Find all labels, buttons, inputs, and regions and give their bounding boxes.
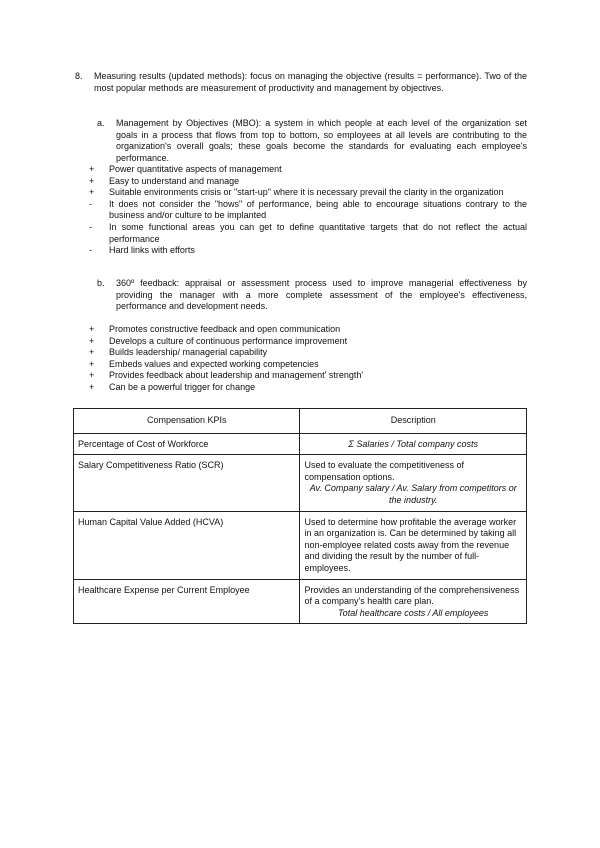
bullet-marker: - [89,245,92,256]
bullet-marker: + [89,347,95,358]
list-item [89,187,527,199]
kpi-cell: Human Capital Value Added (HCVA) [74,511,300,579]
point-text: Hard links with efforts [109,245,195,256]
point-text: Promotes constructive feedback and open communication [109,324,341,334]
subsection-mbo [97,118,527,164]
list-item [89,370,527,382]
table-header-row [74,409,527,434]
formula-text: Σ Salaries / Total company costs [348,438,479,449]
item-text: Measuring results (updated methods): focus on managing the objective (results = performance). Two of the most popular methods are measurement of productivity and management by objectives. [94,71,527,93]
description-text: Provides an understanding of the comprehensiveness of a company's health care plan. [304,584,520,607]
kpi-cell: Salary Competitiveness Ratio (SCR) [74,455,300,511]
point-text: Embeds values and expected working competencies [109,358,319,369]
subsection-text: Management by Objectives (MBO): a system in which people at each level of the organization set goals in a process that flows from top to bottom, so employees at all levels are contributing to the organization's overall goals; these goals become the standards for evaluating each employee's performance. [116,118,527,163]
list-item [89,336,527,348]
point-text: Provides feedback about leadership and management' strength' [109,370,364,381]
point-text: Can be a powerful trigger for change [109,381,256,392]
subsection-letter: a. [97,118,105,128]
kpi-cell: Percentage of Cost of Workforce [74,433,300,455]
list-item [89,222,527,245]
bullet-marker: + [89,175,95,186]
description-text: Used to determine how profitable the average worker in an organization is. Can be determined by taking all non-employee related costs away from the revenue and dividing the result by the number of full-employees. [304,516,517,573]
list-item [89,324,527,336]
description-cell [300,511,527,579]
table-row [74,511,527,579]
bullet-marker: + [89,358,95,369]
point-text: Develops a culture of continuous performance improvement [109,335,348,346]
point-text: Power quantitative aspects of management [109,164,282,174]
description-cell [300,579,527,624]
list-item [89,359,527,371]
bullet-marker: + [89,324,95,334]
column-header-description: Description [300,409,527,434]
point-text: Suitable environments crisis or "start-up" where it is necessary prevail the clarity in the organization [109,187,504,198]
point-text: Builds leadership/ managerial capability [109,347,268,358]
list-item [89,199,527,222]
item-number: 8. [75,71,83,81]
description-cell [300,433,527,455]
feedback-points-list [89,324,527,394]
table-row [74,579,527,624]
compensation-kpi-table [73,408,527,624]
bullet-marker: + [89,381,95,392]
point-text: Easy to understand and manage [109,175,240,186]
bullet-marker: + [89,164,95,174]
subsection-360-feedback [97,278,527,313]
description-cell [300,455,527,511]
formula-text: Av. Company salary / Av. Salary from competitors or the industry. [309,483,517,505]
point-text: In some functional areas you can get to define quantitative targets that do not reflect the actual performance [109,221,527,244]
formula-text: Total healthcare costs / All employees [338,607,489,618]
list-item [89,347,527,359]
bullet-marker: - [89,198,92,209]
bullet-marker: - [89,221,92,232]
bullet-marker: + [89,187,95,198]
bullet-marker: + [89,370,95,381]
list-item [89,176,527,188]
list-item-8 [75,71,527,94]
kpi-cell: Healthcare Expense per Current Employee [74,579,300,624]
point-text: It does not consider the "hows" of performance, being able to encourage situations contrary to the business and/or culture to be implanted [109,198,527,221]
table-row [74,433,527,455]
column-header-kpi: Compensation KPIs [74,409,300,434]
table-row [74,455,527,511]
subsection-letter: b. [97,278,105,288]
subsection-text: 360º feedback: appraisal or assessment process used to improve managerial effectiveness by providing the manager with a more complete assessment of the employee's effectiveness, performance and development needs. [116,278,527,312]
list-item [89,245,527,257]
mbo-points-list [89,164,527,257]
description-text: Used to evaluate the competitiveness of compensation options. [304,460,465,482]
list-item [89,382,527,394]
list-item [89,164,527,176]
bullet-marker: + [89,335,95,346]
